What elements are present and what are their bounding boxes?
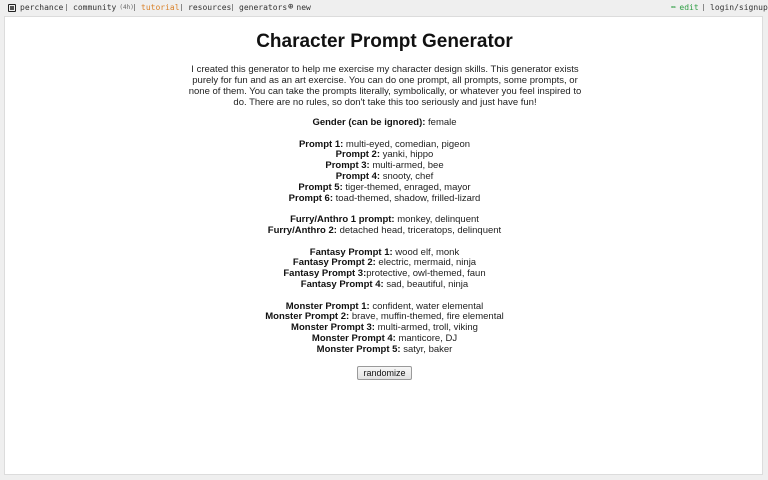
generator-panel bbox=[4, 16, 763, 475]
prompt-label: Prompt 3: bbox=[325, 160, 370, 172]
nav-home-link[interactable] bbox=[8, 3, 63, 12]
nav-edit-link[interactable] bbox=[671, 3, 699, 12]
prompt-label: Prompt 4: bbox=[335, 170, 381, 182]
prompt-value: protective, owl-themed, faun bbox=[366, 268, 486, 280]
prompt-row-6 bbox=[5, 194, 764, 205]
user-icon bbox=[703, 4, 706, 11]
prompt-value: snooty, chef bbox=[380, 170, 434, 182]
prompt-value: yanki, hippo bbox=[380, 149, 434, 161]
prompt-value: electric, mermaid, ninja bbox=[375, 257, 477, 269]
prompt-value: monkey, delinquent bbox=[394, 214, 479, 226]
prompt-label: Monster Prompt 3: bbox=[291, 322, 375, 334]
prompt-value: toad-themed, shadow, frilled-lizard bbox=[333, 192, 481, 204]
nav-tutorial-link[interactable] bbox=[134, 3, 180, 12]
nav-login-label: login/signup bbox=[710, 3, 768, 12]
list-icon bbox=[232, 4, 235, 11]
prompt-label: Fantasy Prompt 1: bbox=[309, 246, 393, 258]
dice-icon bbox=[8, 4, 16, 12]
prompt-row-gender bbox=[5, 118, 764, 129]
prompt-label: Fantasy Prompt 2: bbox=[292, 257, 376, 269]
prompt-label: Fantasy Prompt 4: bbox=[300, 278, 384, 290]
prompt-row-monster-5 bbox=[5, 345, 764, 356]
prompt-value: sad, beautiful, ninja bbox=[383, 278, 469, 290]
prompt-value: brave, muffin-themed, fire elemental bbox=[349, 311, 504, 323]
prompt-row-fantasy-4 bbox=[5, 280, 764, 291]
prompt-label: Prompt 2: bbox=[335, 149, 380, 161]
prompt-value: satyr, baker bbox=[400, 343, 453, 355]
prompt-label: Prompt 1: bbox=[298, 138, 344, 150]
nav-resources-label: resources bbox=[188, 3, 232, 12]
nav-generators-link[interactable] bbox=[232, 3, 287, 12]
prompt-label: Prompt 5: bbox=[298, 181, 343, 193]
prompt-label: Monster Prompt 5: bbox=[316, 343, 401, 355]
brand-label: perchance bbox=[20, 3, 64, 12]
nav-resources-link[interactable] bbox=[181, 3, 231, 12]
nav-community-label: community bbox=[73, 3, 117, 12]
nav-community-badge: (4h) bbox=[119, 4, 134, 11]
nav-new-label: new bbox=[296, 3, 311, 12]
prompt-label: Furry/Anthro 2: bbox=[267, 224, 337, 236]
plus-circle-icon: ⊕ bbox=[288, 2, 294, 12]
nav-edit-label: edit bbox=[679, 3, 699, 12]
prompt-value: manticore, DJ bbox=[395, 332, 458, 344]
chat-icon bbox=[66, 4, 69, 11]
prompt-value: multi-eyed, comedian, pigeon bbox=[343, 138, 471, 150]
prompt-value: detached head, triceratops, delinquent bbox=[336, 224, 502, 236]
prompt-value: wood elf, monk bbox=[392, 246, 460, 258]
prompt-row-furry-2 bbox=[5, 226, 764, 237]
top-nav bbox=[0, 0, 768, 16]
prompt-value: female bbox=[425, 117, 457, 128]
randomize-button[interactable]: randomize bbox=[357, 366, 412, 380]
prompt-label: Gender (can be ignored): bbox=[312, 117, 426, 128]
prompt-label: Monster Prompt 2: bbox=[265, 311, 350, 323]
prompt-value: confident, water elemental bbox=[369, 300, 484, 312]
intro-text: I created this generator to help me exercise my character design skills. This generator exists purely for fun and as an art exercise. You can do one prompt, all prompts, some prompts, or none of them. You can take the prompts literally, symbolically, or whatever you feel inspired to do. There are no rules, so don't take this too seriously and just have fun! bbox=[188, 64, 582, 108]
prompt-label: Prompt 6: bbox=[288, 192, 333, 204]
nav-tutorial-label: tutorial bbox=[141, 3, 180, 12]
nav-new-link[interactable] bbox=[288, 3, 311, 12]
prompt-value: multi-armed, troll, viking bbox=[374, 322, 478, 334]
prompt-label: Fantasy Prompt 3: bbox=[283, 268, 367, 280]
prompt-label: Monster Prompt 1: bbox=[285, 300, 370, 312]
pencil-icon: ✏ bbox=[671, 2, 677, 12]
book-icon bbox=[134, 4, 137, 11]
prompt-value: tiger-themed, enraged, mayor bbox=[342, 181, 471, 193]
nav-community-link[interactable] bbox=[66, 3, 134, 12]
prompt-value: multi-armed, bee bbox=[369, 160, 444, 172]
prompt-label: Monster Prompt 4: bbox=[311, 332, 396, 344]
nav-generators-label: generators bbox=[239, 3, 288, 12]
nav-login-link[interactable] bbox=[703, 3, 768, 12]
prompt-label: Furry/Anthro 1 prompt: bbox=[290, 214, 395, 226]
folder-icon bbox=[181, 4, 184, 11]
prompt-list bbox=[5, 118, 764, 356]
page-title: Character Prompt Generator bbox=[256, 31, 513, 52]
